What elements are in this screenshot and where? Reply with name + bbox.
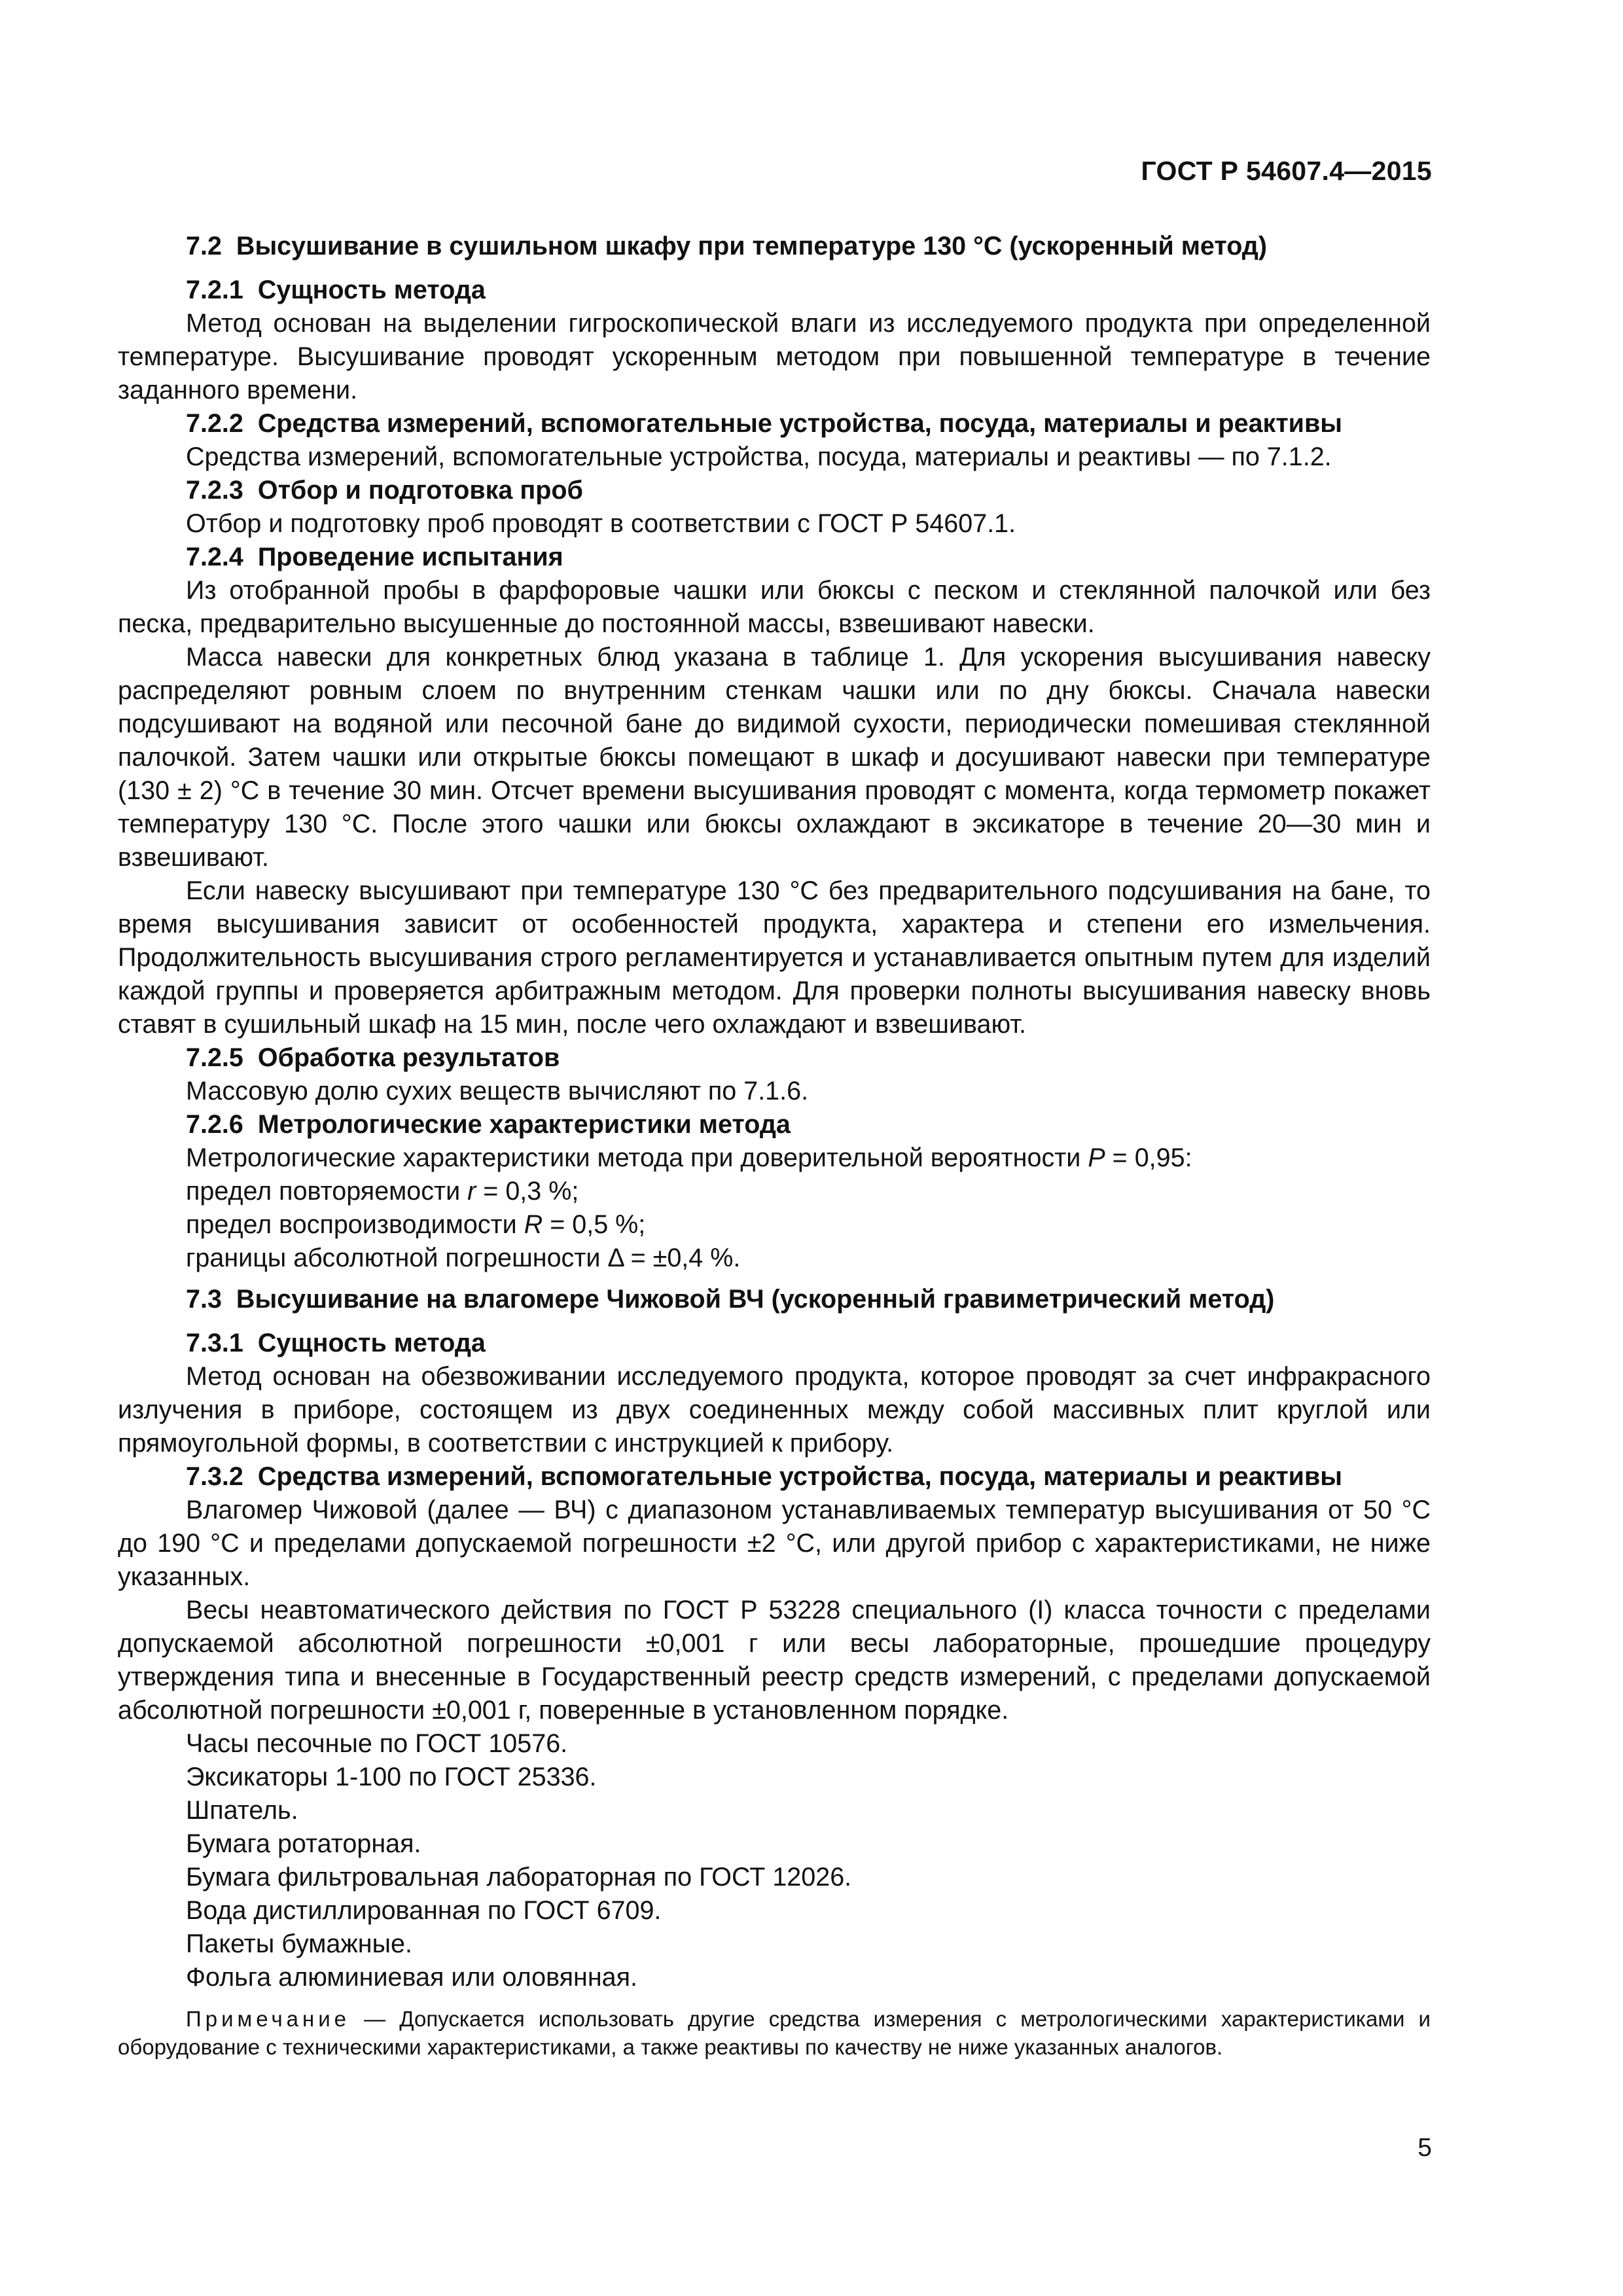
section-title: Высушивание в сушильном шкафу при температуре 130 °С (ускоренный метод) xyxy=(236,232,1268,260)
equipment-item: Эксикаторы 1-100 по ГОСТ 25336. xyxy=(186,1763,597,1791)
equipment-item: Бумага фильтровальная лабораторная по ГОСТ 12026. xyxy=(186,1863,852,1892)
section-heading-7-2 xyxy=(118,230,1431,263)
subsection-heading-7-2-5 xyxy=(118,1041,1431,1075)
subsection-number: 7.2.6 xyxy=(186,1110,243,1139)
paragraph: Отбор и подготовку проб проводят в соответствии с ГОСТ Р 54607.1. xyxy=(186,509,1016,538)
subsection-title: Проведение испытания xyxy=(257,543,563,571)
metrology-line xyxy=(118,1141,1431,1175)
section-number: 7.3 xyxy=(186,1285,222,1314)
paragraph: Весы неавтоматического действия по ГОСТ Р 53228 специального (I) класса точности с пределами допускаемой абсолютной погрешности ±0,001 г или весы лабораторные, прошедшие процедуру утверждения типа и внесенные в Государственный реестр средств измерений, с пределами допускаемой абсолютной погрешности ±0,001 г, поверенные в установленном порядке. xyxy=(118,1596,1431,1725)
note-label: Примечание xyxy=(186,2007,351,2031)
page-number: 5 xyxy=(1418,2134,1432,2162)
subsection-heading-7-3-1 xyxy=(118,1327,1431,1360)
subsection-heading-7-2-4 xyxy=(118,541,1431,574)
subsection-title: Средства измерений, вспомогательные устройства, посуда, материалы и реактивы xyxy=(257,1462,1342,1491)
subsection-number: 7.2.4 xyxy=(186,543,243,571)
note xyxy=(118,2005,1431,2061)
subsection-title: Метрологические характеристики метода xyxy=(257,1110,791,1139)
equipment-item: Бумага ротаторная. xyxy=(186,1829,421,1858)
subsection-number: 7.3.2 xyxy=(186,1462,243,1491)
paragraph: Если навеску высушивают при температуре 130 °С без предварительного подсушивания на бане, то время высушивания зависит от особенностей продукта, характера и степени его измельчения. Продолжительность высушивания строго регламентируется и устанавливается опытным путем для изделий каждой группы и проверяется арбитражным методом. Для проверки полноты высушивания навеску вновь ставят в сушильный шкаф на 15 мин, после чего охлаждают и взвешивают. xyxy=(118,876,1431,1039)
section-heading-7-3 xyxy=(118,1283,1431,1316)
line-text: предел воспроизводимости xyxy=(186,1210,524,1239)
variable: r xyxy=(467,1177,476,1206)
subsection-number: 7.2.3 xyxy=(186,476,243,505)
line-text: Метрологические характеристики метода при доверительной вероятности xyxy=(186,1143,1088,1172)
equipment-item: Фольга алюминиевая или оловянная. xyxy=(186,1963,637,1992)
metrology-line: границы абсолютной погрешности Δ = ±0,4 %. xyxy=(186,1244,741,1272)
line-value: = 0,3 %; xyxy=(476,1177,579,1206)
line-text: предел повторяемости xyxy=(186,1177,468,1206)
paragraph: Масса навески для конкретных блюд указана в таблице 1. Для ускорения высушивания навеску распределяют ровным слоем по внутренним стенкам чашки или по дну бюксы. Сначала навески подсушивают на водяной или песочной бане до видимой сухости, периодически помешивая стеклянной палочкой. Затем чашки или открытые бюксы помещают в шкаф и досушивают навески при температуре (130 ± 2) °С в течение 30 мин. Отсчет времени высушивания проводят с момента, когда термометр покажет температуру 130 °С. После этого чашки или бюксы охлаждают в эксикаторе в течение 20—30 мин и взвешивают. xyxy=(118,643,1431,872)
document-body xyxy=(118,226,1431,2061)
equipment-item: Часы песочные по ГОСТ 10576. xyxy=(186,1729,568,1758)
subsection-heading-7-2-6 xyxy=(118,1108,1431,1141)
paragraph: Средства измерений, вспомогательные устройства, посуда, материалы и реактивы — по 7.1.2. xyxy=(186,442,1332,471)
subsection-heading-7-2-3 xyxy=(118,474,1431,507)
subsection-title: Средства измерений, вспомогательные устройства, посуда, материалы и реактивы xyxy=(257,409,1342,438)
equipment-item: Пакеты бумажные. xyxy=(186,1929,412,1958)
subsection-title: Отбор и подготовка проб xyxy=(257,476,583,505)
equipment-item: Вода дистиллированная по ГОСТ 6709. xyxy=(186,1896,662,1925)
document-code: ГОСТ Р 54607.4—2015 xyxy=(1141,156,1432,186)
line-value: = 0,95: xyxy=(1105,1143,1192,1172)
subsection-heading-7-3-2 xyxy=(118,1460,1431,1494)
subsection-number: 7.2.2 xyxy=(186,409,243,438)
section-number: 7.2 xyxy=(186,232,222,260)
subsection-number: 7.2.1 xyxy=(186,276,243,304)
metrology-line xyxy=(118,1208,1431,1242)
line-value: = 0,5 %; xyxy=(543,1210,646,1239)
metrology-line xyxy=(118,1175,1431,1208)
paragraph: Из отобранной пробы в фарфоровые чашки или бюксы с песком и стеклянной палочкой или без песка, предварительно высушенные до постоянной массы, взвешивают навески. xyxy=(118,576,1431,638)
subsection-title: Сущность метода xyxy=(257,1329,486,1357)
variable: P xyxy=(1088,1143,1105,1172)
subsection-title: Обработка результатов xyxy=(257,1043,560,1072)
paragraph: Метод основан на обезвоживании исследуемого продукта, которое проводят за счет инфракрасного излучения в приборе, состоящем из двух соединенных между собой массивных плит круглой или прямоугольной формы, в соответствии с инструкцией к прибору. xyxy=(118,1362,1431,1458)
subsection-number: 7.3.1 xyxy=(186,1329,243,1357)
subsection-number: 7.2.5 xyxy=(186,1043,243,1072)
variable: R xyxy=(524,1210,543,1239)
paragraph: Влагомер Чижовой (далее — ВЧ) с диапазоном устанавливаемых температур высушивания от 50 °С до 190 °С и пределами допускаемой погрешности ±2 °С, или другой прибор с характеристиками, не ниже указанных. xyxy=(118,1496,1431,1591)
paragraph: Массовую долю сухих веществ вычисляют по 7.1.6. xyxy=(186,1077,809,1105)
paragraph: Метод основан на выделении гигроскопической влаги из исследуемого продукта при определенной температуре. Высушивание проводят ускоренным методом при повышенной температуре в течение заданного времени. xyxy=(118,309,1431,404)
subsection-heading-7-2-2 xyxy=(118,407,1431,440)
subsection-title: Сущность метода xyxy=(257,276,486,304)
note-text: — Допускается использовать другие средства измерения с метрологическими характеристиками и оборудование с техническими характеристиками, а также реактивы по качеству не ниже указанных аналогов. xyxy=(118,2007,1431,2059)
section-title: Высушивание на влагомере Чижовой ВЧ (ускоренный гравиметрический метод) xyxy=(236,1285,1275,1314)
subsection-heading-7-2-1 xyxy=(118,274,1431,307)
equipment-item: Шпатель. xyxy=(186,1796,298,1825)
